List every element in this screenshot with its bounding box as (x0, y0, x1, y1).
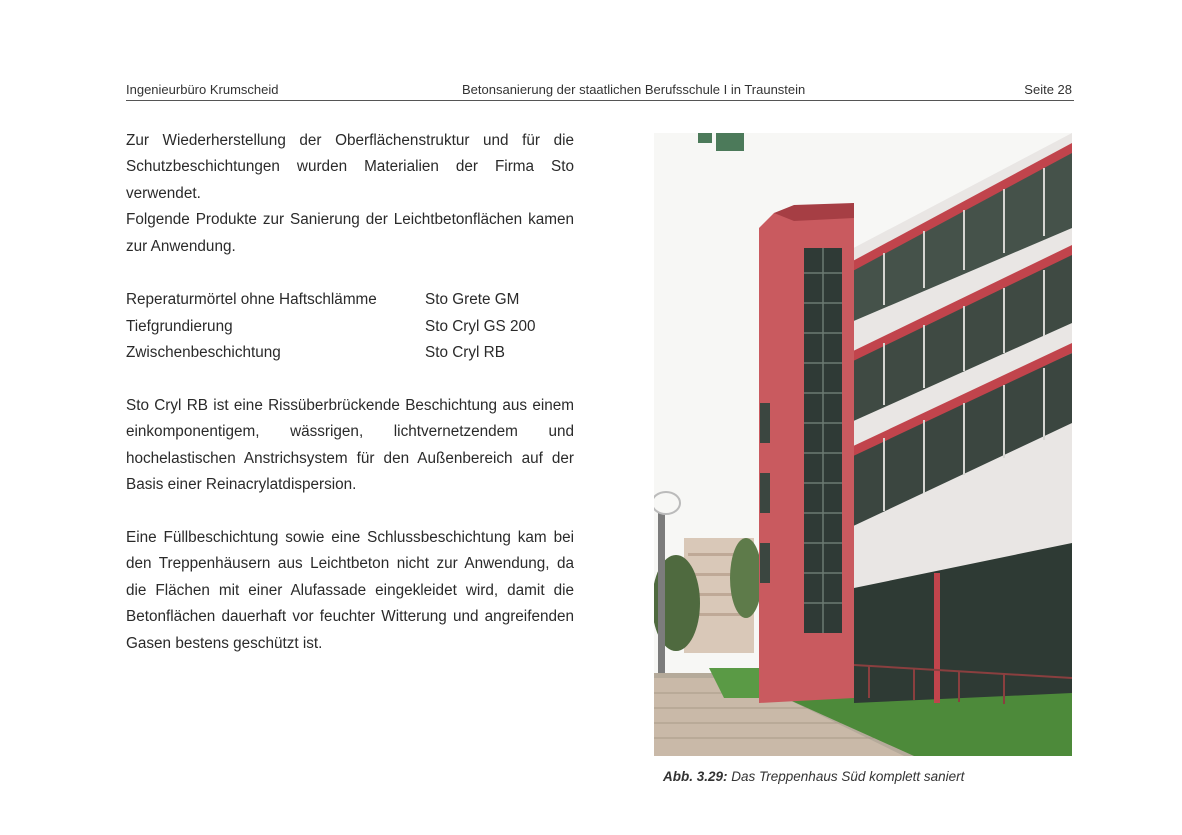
page-number: Seite 28 (1024, 82, 1072, 97)
header-title: Betonsanierung der staatlichen Berufsschule I in Traunstein (462, 82, 806, 97)
staircase-photo (654, 133, 1072, 756)
product-purpose: Tiefgrundierung (126, 317, 233, 335)
staircase-paragraph (126, 525, 574, 657)
product-purpose: Reperaturmörtel ohne Haftschlämme (126, 291, 377, 308)
text-line: verwendet. (126, 184, 201, 202)
text-line: Betonflächen dauerhaft vor feuchter Witterung und angreifenden (126, 608, 574, 626)
text-line: Sto Cryl RB ist eine Rissüberbrückende Beschichtung aus einem (126, 397, 574, 414)
header-company: Ingenieurbüro Krumscheid (126, 82, 279, 97)
product-row (126, 314, 586, 341)
text-line: den Treppenhäusern aus Leichtbeton nicht zur Anwendung, da (126, 555, 574, 573)
product-name: Sto Cryl GS 200 (425, 317, 536, 335)
text-line: Basis einer Reinacrylatdispersion. (126, 476, 357, 494)
text-line: Gasen bestens geschützt ist. (126, 634, 323, 652)
text-line: hochelastischen Anstrichsystem für den Außenbereich auf der (126, 449, 574, 467)
product-row (126, 287, 586, 314)
product-name: Sto Grete GM (425, 291, 520, 308)
product-row (126, 340, 586, 367)
text-line: zur Anwendung. (126, 237, 236, 255)
text-line: Folgende Produkte zur Sanierung der Leichtbetonflächen kamen (126, 211, 574, 229)
text-line: Eine Füllbeschichtung sowie eine Schlussbeschichtung kam bei (126, 529, 574, 546)
product-list (126, 287, 586, 367)
text-line: Zur Wiederherstellung der Oberflächenstruktur und für die (126, 132, 574, 149)
text-line: die Flächen mit einer Alufassade eingekleidet wird, damit die (126, 581, 574, 599)
product-name: Sto Cryl RB (425, 344, 505, 361)
text-line: einkomponentigem, wässrigen, lichtvernetzendem und (126, 423, 574, 441)
figure-text: Das Treppenhaus Süd komplett saniert (727, 769, 965, 784)
page-header (126, 82, 1074, 101)
coating-paragraph (126, 393, 574, 499)
figure-label: Abb. 3.29: (663, 769, 728, 784)
figure-caption (663, 769, 964, 784)
product-purpose: Zwischenbeschichtung (126, 344, 281, 361)
intro-paragraph (126, 128, 574, 260)
text-line: Schutzbeschichtungen wurden Materialien der Firma Sto (126, 158, 574, 176)
